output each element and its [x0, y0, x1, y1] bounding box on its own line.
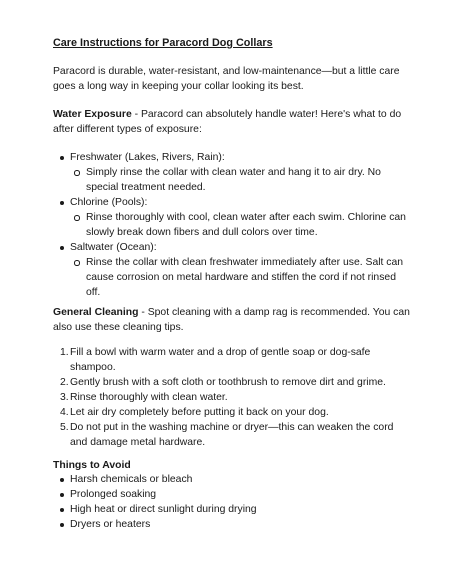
- things-to-avoid-heading: Things to Avoid: [53, 460, 131, 471]
- list-item: [70, 255, 413, 300]
- cleaning-steps-list: [53, 345, 413, 450]
- step-number: 2.: [60, 377, 69, 388]
- step-text: Fill a bowl with warm water and a drop of gentle soap or dog-safe shampoo.: [70, 347, 371, 373]
- general-cleaning-heading: General Cleaning: [53, 307, 139, 318]
- exposure-type-label: Chlorine (Pools):: [70, 197, 148, 208]
- step-text: Let air dry completely before putting it back on your dog.: [70, 407, 329, 418]
- exposure-type-label: Saltwater (Ocean):: [70, 242, 157, 253]
- water-exposure-paragraph: [53, 107, 413, 137]
- things-to-avoid-list: [53, 472, 413, 532]
- step-number: 5.: [60, 422, 69, 433]
- list-item: Dryers or heaters: [53, 517, 413, 532]
- general-cleaning-text: - Spot cleaning with a damp rag is recommended. You can also use these cleaning tips.: [53, 307, 410, 333]
- list-item: High heat or direct sunlight during drying: [53, 502, 413, 517]
- step-number: 4.: [60, 407, 69, 418]
- list-item: [53, 240, 413, 300]
- exposure-detail: Rinse thoroughly with cool, clean water after each swim. Chlorine can slowly break down fibers and dull colors over time.: [86, 212, 406, 238]
- list-item: [70, 165, 413, 195]
- exposure-detail: Rinse the collar with clean freshwater immediately after use. Salt can cause corrosion on metal hardware and stiffen the cord if not rinsed off.: [86, 257, 404, 298]
- exposure-type-label: Freshwater (Lakes, Rivers, Rain):: [70, 152, 225, 163]
- water-exposure-list: [53, 150, 413, 300]
- step-text: Rinse thoroughly with clean water.: [70, 392, 228, 403]
- list-item: [53, 405, 413, 420]
- list-item: [53, 150, 413, 195]
- step-number: 3.: [60, 392, 69, 403]
- list-item: [53, 195, 413, 240]
- intro-paragraph: Paracord is durable, water-resistant, and low-maintenance—but a little care goes a long way in keeping your collar looking its best.: [53, 66, 400, 92]
- general-cleaning-paragraph: [53, 305, 413, 335]
- list-item: [53, 390, 413, 405]
- step-text: Gently brush with a soft cloth or toothbrush to remove dirt and grime.: [70, 377, 386, 388]
- document-title: Care Instructions for Paracord Dog Collars: [53, 37, 273, 49]
- step-number: 1.: [60, 347, 69, 358]
- list-item: [53, 375, 413, 390]
- water-exposure-text: - Paracord can absolutely handle water! Here's what to do after different types of exposure:: [53, 109, 402, 135]
- step-text: Do not put in the washing machine or dryer—this can weaken the cord and damage metal hardware.: [70, 422, 394, 448]
- list-item: [53, 420, 413, 450]
- list-item: Prolonged soaking: [53, 487, 413, 502]
- list-item: [53, 345, 413, 375]
- exposure-detail: Simply rinse the collar with clean water and hang it to air dry. No special treatment needed.: [86, 167, 381, 193]
- list-item: [70, 210, 413, 240]
- water-exposure-heading: Water Exposure: [53, 109, 132, 120]
- list-item: Harsh chemicals or bleach: [53, 472, 413, 487]
